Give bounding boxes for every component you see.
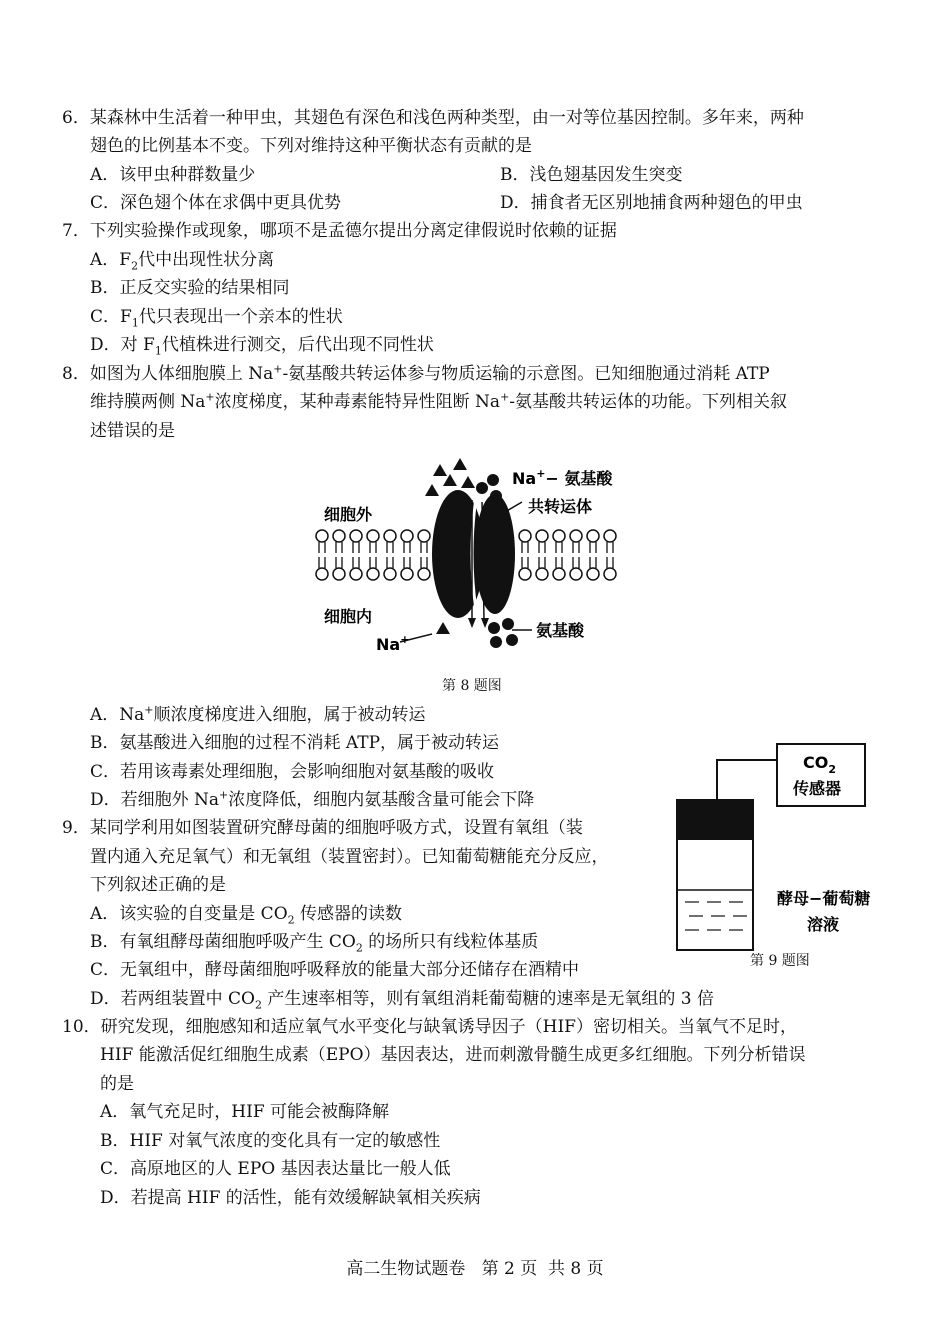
- lipid-head: [536, 568, 548, 580]
- page-footer: 高二生物试题卷 第 2 页 共 8 页: [346, 1259, 604, 1279]
- q7-option-b: B．正反交实验的结果相同: [90, 278, 290, 298]
- lipid-head: [604, 568, 616, 580]
- figure-8-caption: 第 8 题图: [442, 678, 502, 694]
- q7-stem: 7．下列实验操作或现象，哪项不是孟德尔提出分离定律假说时依赖的证据: [62, 221, 617, 241]
- lipid-head: [350, 568, 362, 580]
- lipid-head: [418, 530, 430, 542]
- lipid-head: [350, 530, 362, 542]
- q9-option-b: B．有氧组酵母菌细胞呼吸产生 $CO_2$ 的场所只有线粒体基质: [90, 932, 539, 955]
- lipid-head: [570, 568, 582, 580]
- figure-9-caption: 第 9 题图: [750, 953, 810, 969]
- fig9-label-solution-1: 酵母−葡萄糖: [777, 889, 871, 908]
- q7-option-c: C．$F_1$代只表现出一个亲本的性状: [90, 307, 343, 330]
- figure-8-membrane-diagram: [300, 450, 640, 665]
- q10-stem-line2: HIF 能激活促红细胞生成素（EPO）基因表达，进而刺激骨髓生成更多红细胞。下列分析错误: [100, 1045, 806, 1065]
- q8-option-b: B．氨基酸进入细胞的过程不消耗 ATP，属于被动转运: [90, 733, 500, 753]
- q10-option-b: B．HIF 对氧气浓度的变化具有一定的敏感性: [100, 1131, 441, 1151]
- lipid-head: [519, 568, 531, 580]
- fig8-label-outside: 细胞外: [324, 505, 373, 524]
- lipid-head: [553, 530, 565, 542]
- lipid-head: [587, 530, 599, 542]
- q9-option-a: A．该实验的自变量是 $CO_2$ 传感器的读数: [90, 904, 403, 927]
- lipid-head: [367, 568, 379, 580]
- lipid-head: [553, 568, 565, 580]
- lipid-head: [536, 530, 548, 542]
- lipid-head: [401, 568, 413, 580]
- q10-option-c: C．高原地区的人 EPO 基因表达量比一般人低: [100, 1159, 451, 1179]
- figure-9-apparatus: [665, 740, 885, 975]
- q9-option-d: D．若两组装置中 $CO_2$ 产生速率相等，则有氧组消耗葡萄糖的速率是无氧组的 3 倍: [90, 989, 715, 1012]
- fig9-label-co2: $CO_2$: [803, 753, 836, 776]
- bottle-stopper: [677, 800, 753, 840]
- q7-option-a: A．$F_2$代中出现性状分离: [90, 250, 275, 273]
- lipid-head: [401, 530, 413, 542]
- lipid-head: [587, 568, 599, 580]
- q8-option-a: A．Na+顺浓度梯度进入细胞，属于被动转运: [90, 703, 426, 725]
- lipid-head: [570, 530, 582, 542]
- fig8-label-transporter: 共转运体: [528, 497, 593, 516]
- lipid-head: [333, 530, 345, 542]
- lipid-head: [604, 530, 616, 542]
- q6-option-a: A．该甲虫种群数量少: [90, 165, 256, 185]
- lipid-head: [384, 530, 396, 542]
- lipid-head: [418, 568, 430, 580]
- fig9-label-solution-2: 溶液: [807, 915, 840, 934]
- q10-option-d: D．若提高 HIF 的活性，能有效缓解缺氧相关疾病: [100, 1188, 481, 1208]
- q8-stem-line3: 述错误的是: [90, 421, 175, 441]
- q9-option-c: C．无氧组中，酵母菌细胞呼吸释放的能量大部分还储存在酒精中: [90, 960, 580, 980]
- q6-option-d: D．捕食者无区别地捕食两种翅色的甲虫: [500, 193, 803, 213]
- q6-stem-line1: 6．某森林中生活着一种甲虫，其翅色有深色和浅色两种类型，由一对等位基因控制。多年来，两种: [62, 108, 804, 128]
- q7-option-d: D．对 $F_1$代植株进行测交，后代出现不同性状: [90, 335, 434, 358]
- q6-stem-line2: 翅色的比例基本不变。下列对维持这种平衡状态有贡献的是: [90, 136, 532, 156]
- q8-option-d: D．若细胞外 Na+浓度降低，细胞内氨基酸含量可能会下降: [90, 788, 535, 810]
- lipid-head: [384, 568, 396, 580]
- q8-stem-line2: 维持膜两侧 Na+浓度梯度，某种毒素能特异性阻断 Na+-氨基酸共转运体的功能。下列相关叙: [90, 390, 788, 412]
- fig8-label-na-aa: Na+− 氨基酸: [512, 467, 613, 488]
- q10-stem-line1: 10．研究发现，细胞感知和适应氧气水平变化与缺氧诱导因子（HIF）密切相关。当氧气不足时，: [62, 1017, 797, 1037]
- fig8-label-na: Na+: [376, 633, 410, 654]
- transporter-right-shape: [475, 494, 515, 614]
- lipid-head: [316, 530, 328, 542]
- lipid-head: [367, 530, 379, 542]
- q9-stem-line1: 9．某同学利用如图装置研究酵母菌的细胞呼吸方式，设置有氧组（装: [62, 818, 583, 838]
- lipid-head: [333, 568, 345, 580]
- q10-option-a: A．氧气充足时，HIF 可能会被酶降解: [100, 1102, 390, 1122]
- lipid-head: [316, 568, 328, 580]
- fig8-label-amino-acid: 氨基酸: [536, 621, 585, 640]
- q6-option-c: C．深色翅个体在求偶中更具优势: [90, 193, 342, 213]
- q9-stem-line2: 置内通入充足氧气）和无氧组（装置密封）。已知葡萄糖能充分反应，: [90, 847, 609, 867]
- q6-option-b: B．浅色翅基因发生突变: [500, 165, 683, 185]
- lipid-head: [519, 530, 531, 542]
- q9-stem-line3: 下列叙述正确的是: [90, 875, 226, 895]
- fig9-label-sensor: 传感器: [793, 779, 842, 798]
- fig8-label-inside: 细胞内: [324, 607, 373, 626]
- q8-option-c: C．若用该毒素处理细胞，会影响细胞对氨基酸的吸收: [90, 762, 495, 782]
- q10-stem-line3: 的是: [100, 1074, 134, 1094]
- q8-stem-line1: 8．如图为人体细胞膜上 Na+-氨基酸共转运体参与物质运输的示意图。已知细胞通过消耗 ATP: [62, 362, 770, 384]
